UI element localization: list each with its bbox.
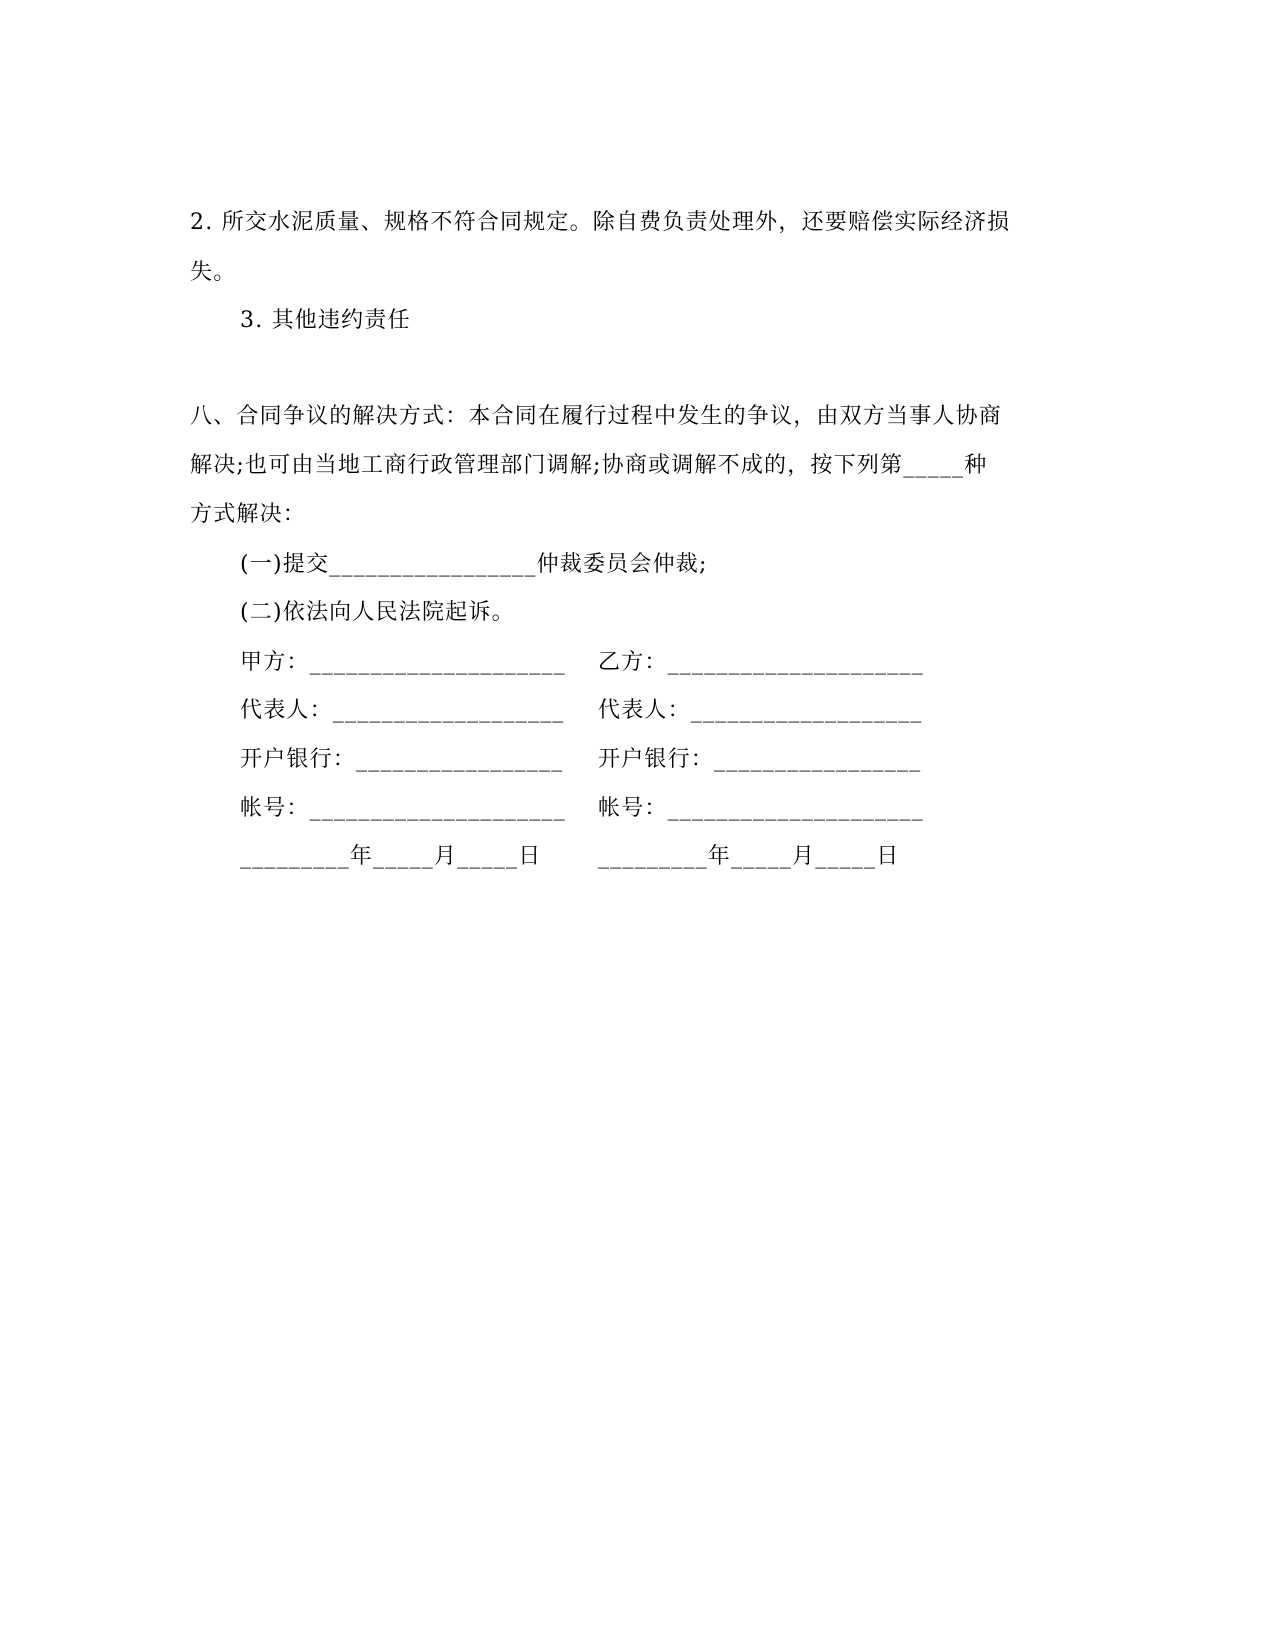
section-8-line-2: 解决;也可由当地工商行政管理部门调解;协商或调解不成的，按下列第_____种 xyxy=(190,453,988,478)
section-8-line-3: 方式解决： xyxy=(190,502,307,527)
account-a-field: 帐号：_____________________ xyxy=(240,796,566,821)
clause-2-line-2: 失。 xyxy=(190,260,237,285)
section-8-line-1: 八、合同争议的解决方式：本合同在履行过程中发生的争议，由双方当事人协商 xyxy=(190,404,1003,429)
clause-2-line-1: 2. 所交水泥质量、规格不符合同规定。除自费负责处理外，还要赔偿实际经济损 xyxy=(190,210,1011,235)
bank-a-field: 开户银行：_________________ xyxy=(240,747,564,772)
party-b-field: 乙方：_____________________ xyxy=(598,650,924,675)
option-arbitration: (一)提交_________________仲裁委员会仲裁; xyxy=(240,552,708,577)
date-b-field: _________年_____月_____日 xyxy=(598,844,900,869)
representative-a-field: 代表人：___________________ xyxy=(240,698,565,723)
bank-b-field: 开户银行：_________________ xyxy=(598,747,922,772)
date-a-field: _________年_____月_____日 xyxy=(240,844,542,869)
account-b-field: 帐号：_____________________ xyxy=(598,796,924,821)
representative-b-field: 代表人：___________________ xyxy=(598,698,923,723)
option-litigation: (二)依法向人民法院起诉。 xyxy=(240,600,515,625)
party-a-field: 甲方：_____________________ xyxy=(240,650,566,675)
clause-3: 3. 其他违约责任 xyxy=(240,308,411,333)
